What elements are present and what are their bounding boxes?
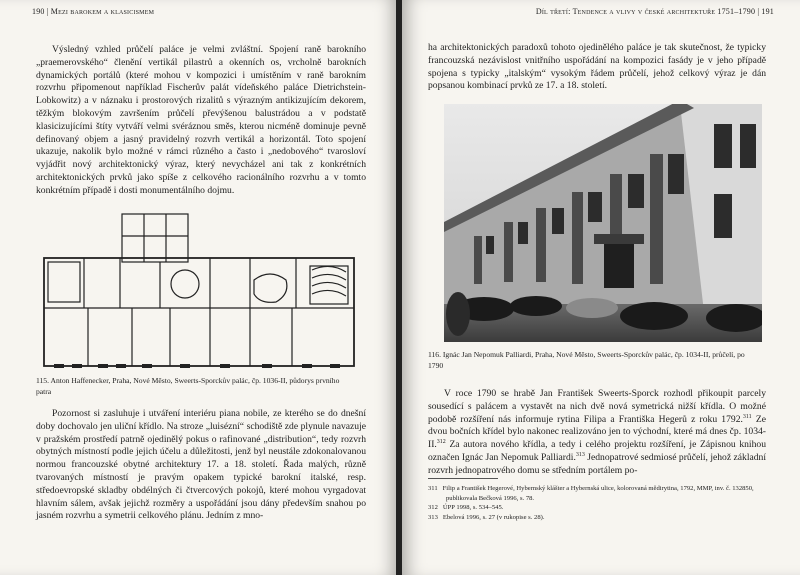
footnote-312 (428, 503, 766, 513)
left-paragraph-2 (36, 408, 366, 523)
footnote-number: 312 (428, 504, 438, 511)
footnote-text: Filip a František Hegerové, Hybernský klášter a Hybernská ulice, kolorovaná mědirytina, 1792, MMP, inv. č. 132850, publikovala Bečková 1996, s. 78. (442, 485, 754, 502)
footnotes (428, 484, 766, 522)
right-paragraph-2-text (428, 388, 766, 478)
left-figure-caption: 115. Anton Haffenecker, Praha, Nové Město, Sweerts-Sporckův palác, čp. 1036-II, půdorys prvního patra (36, 376, 340, 396)
footnote-number: 311 (428, 485, 438, 492)
right-figure-caption: 116. Ignác Jan Nepomuk Palliardi, Praha, Nové Město, Sweerts-Sporckův palác, čp. 1034-II, průčelí, po 1790 (428, 350, 745, 370)
footnote-311 (428, 484, 766, 503)
left-paragraph-1-text: Výsledný vzhled průčelí paláce je velmi zvláštní. Spojení raně barokního „praemerovského“ členění vertikál pilastrů a okenních os, vrcholně barokních dynamických portálů (které mohou v kompozici i umístěním v raně barokním rozvrhu připomenout například Fischerův palát vídeňského paláce Dietrichstein-Lobkowitz) a v náznaku i prostorových rizalitů s výrazným antikizujícím dekorem, těžkým blokovým završením průčelí převýšenou balustrádou a v podstatě klasicizujícími štíty vytváří velmi svéráznou směs, kterou nicméně dominuje pevně definovaný objem a jasný pravidelný rozvrh vertikál a horizontál. Toto spojení ukazuje, nakolik bylo možné v rámci různého a často i „nedobového“ tvarosloví vyjádřit nový architektonický výraz, který nevycházel ani tak z konkrétních architektonických prvků jako spíše z celkového racionálního rozvrhu a v tomto konkrétním případě i dosti monumentálního dojmu. (36, 44, 366, 196)
footnote-number: 313 (428, 513, 438, 521)
right-paragraph-1 (428, 42, 766, 93)
left-running-header: 190 | Mezi barokem a klasicismem (32, 7, 155, 16)
left-paragraph-1 (36, 44, 366, 198)
footnote-text: ÚPP 1998, s. 534–545. (442, 504, 504, 511)
right-running-header: Díl třetí: Tendence a vlivy v české architektuře 1751–1790 | 191 (535, 7, 774, 16)
footnote-ref-312: 312 (436, 439, 446, 445)
right-paragraph-2-part-3: Za autora nového křídla, a tedy i celého projektu rozšíření, je Zápisnou knihou označen Ignác Jan Nepomuk Palliardi. (428, 439, 766, 463)
right-paragraph-1-text: ha architektonických paradoxů tohoto ojedinělého paláce je tak skutečnost, že typicky francouzská nezávislost vnitřního uspořádání na kompozici fasády je v jeho případě spojena s typicky „italským“ vysokým řádem průčelí, jehož celkový výraz je dán popsanou kombinací prvků ze 17. a 18. století. (428, 42, 766, 92)
left-paragraph-2-text: Pozornost si zasluhuje i utváření interiéru piana nobile, ze kterého se do dnešní doby dochovalo jen uliční křídlo. Na stroze „luisézní“ schodiště zde plynule navazuje v pražském prostředí patrně ojedinělý pokus o rafinované „distribution“, tedy rozvrh obytných místností podle jejich účelu a důležitosti, jenž byl neustále zdokonalovanou normou francouzské obytné architektury 17. a 18. století. Řada malých, různě tvarovaných místností je pravým opakem typické barokní italské, resp. středoevropské skladby obdélných či čtvercových pokojů, které mohou vyrgadovat hlavním sálem, avšak jejichž rozměry a uspořádání jsou dány především snahou po jasném rozvrhu a symetrii celkového plánu. Jedním z mno- (36, 408, 366, 522)
left-page (0, 0, 398, 575)
footnote-ref-313: 313 (575, 451, 585, 458)
right-paragraph-2 (428, 388, 766, 478)
palace-photo (444, 104, 762, 342)
right-paragraph-2-part-2: Ze dvou bočních křídel bylo nakonec realizováno jen to východní, které má dnes čp. 1034-II. (428, 413, 766, 451)
footnote-rule (428, 478, 498, 479)
right-paragraph-2-part-1: V roce 1790 se hrabě Jan František Sweerts-Sporck rozhodl přikoupit parcely sousedící s palácem a vystavět na nich dvě nová symetrická nižší křídla. O možné podobě rozšíření nás informuje rytina Filipa a Františka Hegerů z roku 1792. (428, 388, 766, 425)
footnote-313 (428, 513, 766, 523)
right-paragraph-2-part-4: Jednopatrové sedmiosé průčelí, jehož základní rozvrh jednopatrového domu se středním portálem po- (428, 451, 767, 476)
floor-plan-image (40, 210, 358, 370)
footnote-ref-311: 311 (742, 413, 752, 420)
right-page (402, 0, 800, 575)
footnote-text: Ebelová 1996, s. 27 (v rukopise s. 28). (442, 513, 545, 521)
